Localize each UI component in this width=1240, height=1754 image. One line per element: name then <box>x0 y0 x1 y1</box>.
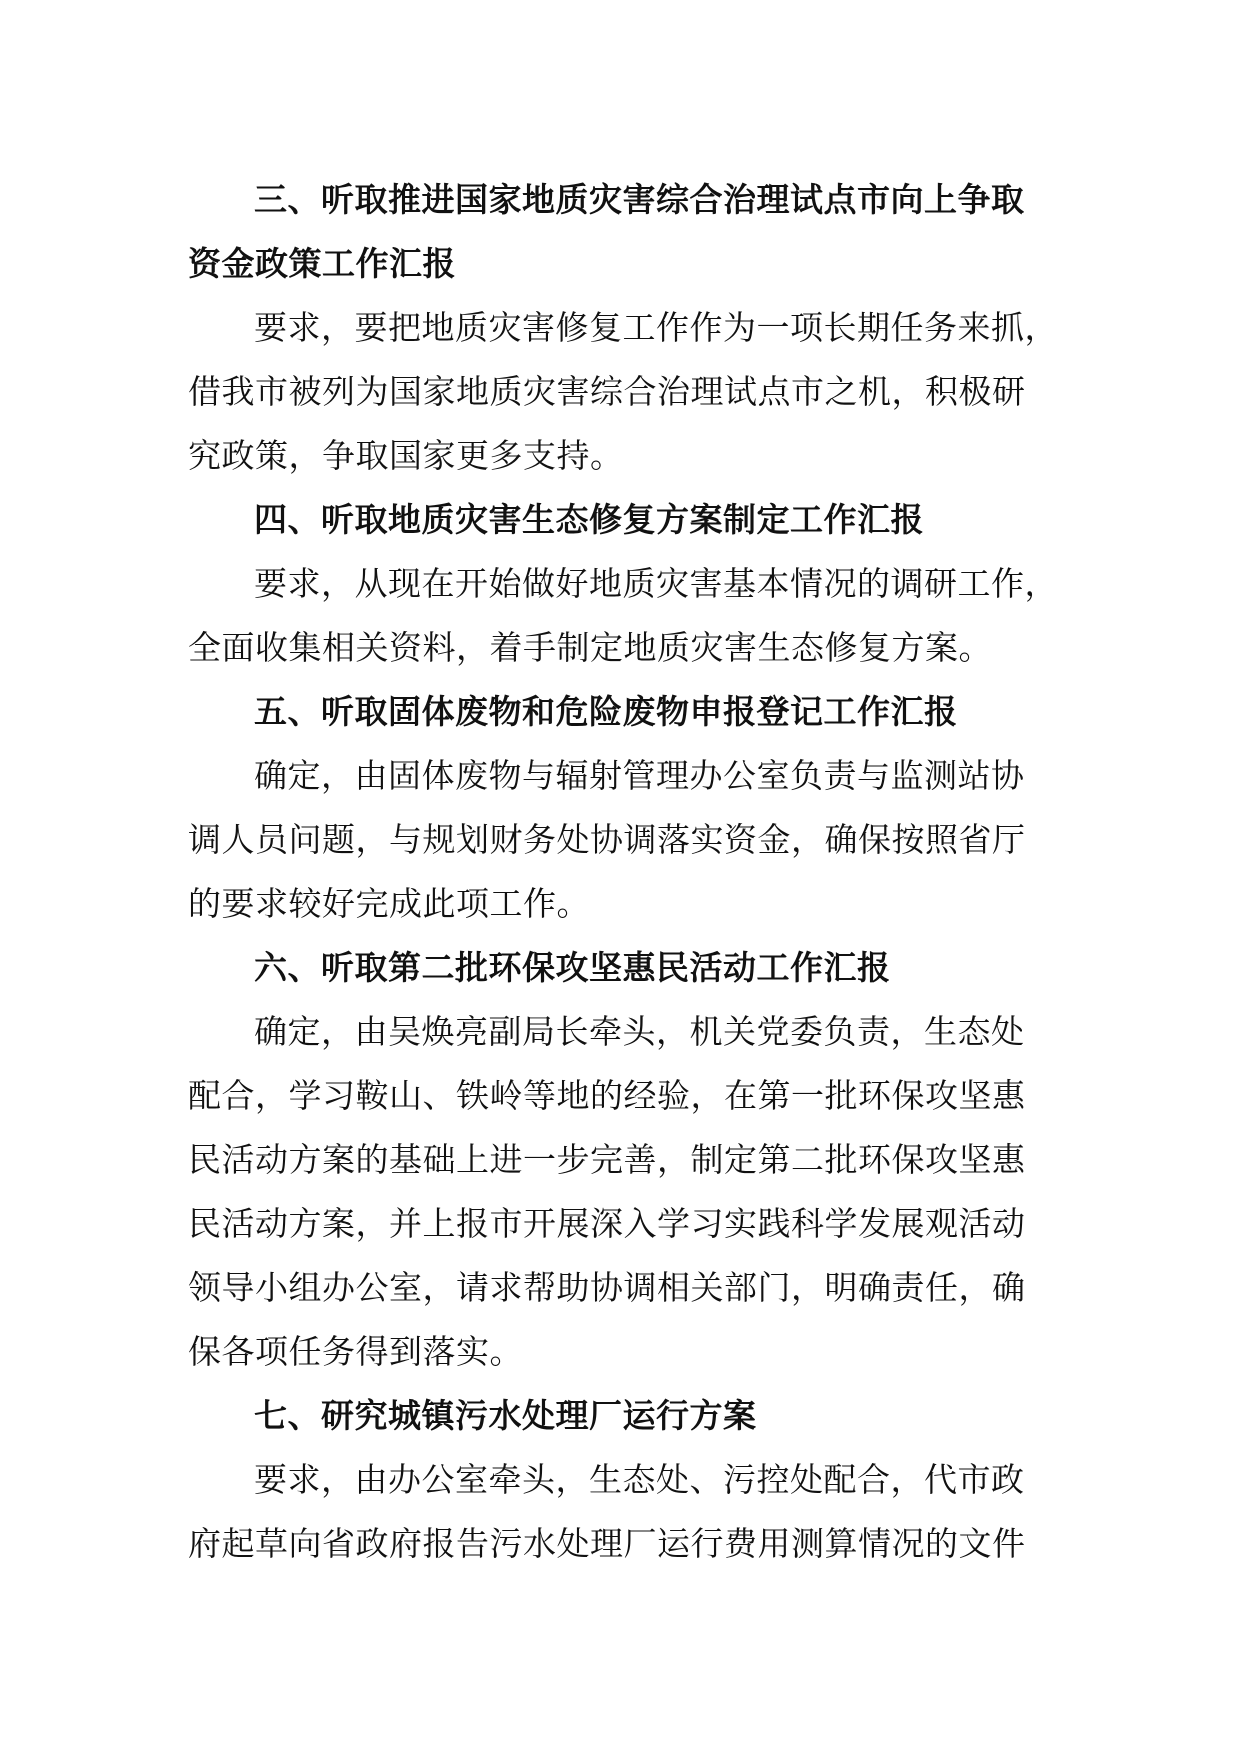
section-5-heading: 五、听取固体废物和危险废物申报登记工作汇报 <box>254 692 958 731</box>
section-6-heading: 六、听取第二批环保攻坚惠民活动工作汇报 <box>254 948 891 987</box>
section-7-body-line-1: 要求，由办公室牵头，生态处、污控处配合，代市政 <box>254 1460 1025 1499</box>
section-5-body-line-1: 确定，由固体废物与辐射管理办公室负责与监测站协 <box>254 756 1025 795</box>
section-3-body-line-1: 要求，要把地质灾害修复工作作为一项长期任务来抓， <box>254 308 1058 347</box>
section-3-heading-line-2: 资金政策工作汇报 <box>188 244 456 283</box>
section-5-body-line-2: 调人员问题，与规划财务处协调落实资金，确保按照省厅 <box>188 820 1026 859</box>
section-6-body-line-2: 配合，学习鞍山、铁岭等地的经验，在第一批环保攻坚惠 <box>188 1076 1026 1115</box>
document-page <box>188 168 1068 1576</box>
section-7-body-line-2: 府起草向省政府报告污水处理厂运行费用测算情况的文件 <box>188 1524 1026 1563</box>
section-6-body-line-6: 保各项任务得到落实。 <box>188 1332 523 1371</box>
section-6-body-line-4: 民活动方案，并上报市开展深入学习实践科学发展观活动 <box>188 1204 1026 1243</box>
section-3-heading-line-1: 三、听取推进国家地质灾害综合治理试点市向上争取 <box>254 180 1025 219</box>
section-6-body-line-5: 领导小组办公室，请求帮助协调相关部门，明确责任，确 <box>188 1268 1026 1307</box>
section-3-body-line-3: 究政策，争取国家更多支持。 <box>188 436 624 475</box>
section-5-body-line-3: 的要求较好完成此项工作。 <box>188 884 590 923</box>
section-7-heading: 七、研究城镇污水处理厂运行方案 <box>254 1396 757 1435</box>
section-3-body-line-2: 借我市被列为国家地质灾害综合治理试点市之机，积极研 <box>188 372 1026 411</box>
section-4-heading: 四、听取地质灾害生态修复方案制定工作汇报 <box>254 500 924 539</box>
section-6-body-line-1: 确定，由吴焕亮副局长牵头，机关党委负责，生态处 <box>254 1012 1025 1051</box>
section-6-body-line-3: 民活动方案的基础上进一步完善，制定第二批环保攻坚惠 <box>188 1140 1026 1179</box>
section-4-body-line-2: 全面收集相关资料，着手制定地质灾害生态修复方案。 <box>188 628 992 667</box>
section-4-body-line-1: 要求，从现在开始做好地质灾害基本情况的调研工作， <box>254 564 1058 603</box>
